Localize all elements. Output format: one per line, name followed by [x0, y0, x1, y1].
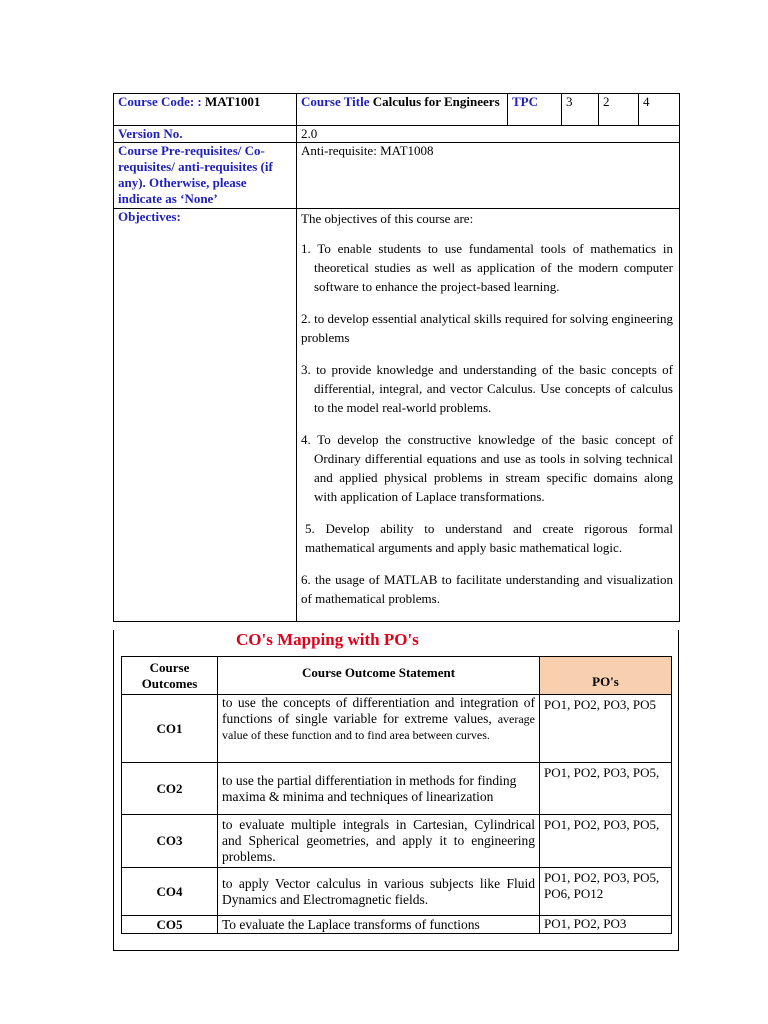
co-row: [122, 695, 672, 763]
col-course-outcomes: Course Outcomes: [122, 657, 218, 695]
objectives-row: [114, 209, 680, 622]
course-document: [113, 93, 679, 951]
objective-item-4: 4. To develop the constructive knowledge of the basic concept of Ordinary differential equations and use as tools in solving technical and applied physical problems in stream specific domains along with application of Laplace transformations.: [301, 432, 673, 504]
col-statement: Course Outcome Statement: [218, 657, 540, 695]
prereq-label: Course Pre-requisites/ Co-requisites/ anti-requisites (if any). Otherwise, please indicate as ‘None’: [114, 143, 297, 209]
prereq-row: [114, 143, 680, 209]
course-title: Calculus for Engineers: [372, 94, 500, 109]
version-label: Version No.: [114, 126, 297, 143]
objective-item-3: 3. to provide knowledge and understanding of the basic concepts of differential, integral, and vector Calculus. Use concepts of calculus to the model real-world problems.: [301, 362, 673, 415]
course-title-cell: [297, 94, 508, 126]
co-statement: to apply Vector calculus in various subjects like Fluid Dynamics and Electromagnetic fields.: [218, 868, 540, 916]
co-id: CO5: [122, 916, 218, 934]
co-pos: PO1, PO2, PO3: [540, 916, 672, 934]
co-pos: PO1, PO2, PO3, PO5: [540, 695, 672, 763]
co-mapping-table: [121, 656, 672, 934]
course-info-table: [113, 93, 680, 622]
co-pos: PO1, PO2, PO3, PO5, PO6, PO12: [540, 868, 672, 916]
version-row: [114, 126, 680, 143]
co-pos: PO1, PO2, PO3, PO5,: [540, 815, 672, 868]
objective-item-2: 2. to develop essential analytical skills required for solving engineering problems: [301, 311, 673, 345]
co-row: [122, 763, 672, 815]
course-code-cell: [114, 94, 297, 126]
co-mapping-section: [113, 630, 679, 951]
co-id: CO2: [122, 763, 218, 815]
co-pos: PO1, PO2, PO3, PO5,: [540, 763, 672, 815]
tpc-label: TPC: [512, 94, 538, 109]
co-row: [122, 868, 672, 916]
co-id: CO3: [122, 815, 218, 868]
objectives-intro: The objectives of this course are:: [301, 211, 474, 226]
tpc-label-cell: [508, 94, 562, 126]
objectives-label: Objectives:: [114, 209, 297, 622]
tpc-p-value: 2: [599, 94, 639, 126]
co-statement: to use the partial differentiation in methods for finding maxima & minima and techniques of linearization: [218, 763, 540, 815]
co-row: [122, 916, 672, 934]
co-header-row: [122, 657, 672, 695]
course-code-label: Course Code: :: [118, 94, 202, 109]
course-title-label: Course Title: [301, 94, 370, 109]
co-statement: To evaluate the Laplace transforms of functions: [218, 916, 540, 934]
objective-item-5: 5. Develop ability to understand and create rigorous formal mathematical arguments and apply basic mathematical logic.: [305, 521, 673, 555]
tpc-c-value: 4: [639, 94, 680, 126]
tpc-t-value: 3: [562, 94, 599, 126]
co-statement-small: average value of these function and to find area between curves.: [222, 712, 535, 742]
co-statement-main: to use the concepts of differentiation and integration of functions of single variable for extreme values,: [222, 695, 535, 726]
co-mapping-title: CO's Mapping with PO's: [236, 630, 419, 649]
col-pos: PO's: [540, 657, 672, 695]
objective-item-1: 1. To enable students to use fundamental tools of mathematics in theoretical studies as well as application of the modern computer software to enhance the project-based learning.: [301, 241, 673, 294]
objective-item-6: 6. the usage of MATLAB to facilitate understanding and visualization of mathematical problems.: [301, 572, 673, 606]
co-statement: to evaluate multiple integrals in Cartesian, Cylindrical and Spherical geometries, and apply it to engineering problems.: [218, 815, 540, 868]
header-row: [114, 94, 680, 126]
course-code: MAT1001: [205, 94, 261, 109]
objectives-content: [297, 209, 680, 622]
version-value: 2.0: [297, 126, 680, 143]
co-id: CO4: [122, 868, 218, 916]
co-id: CO1: [122, 695, 218, 763]
co-statement: [218, 695, 540, 763]
prereq-value: Anti-requisite: MAT1008: [297, 143, 680, 209]
co-row: [122, 815, 672, 868]
